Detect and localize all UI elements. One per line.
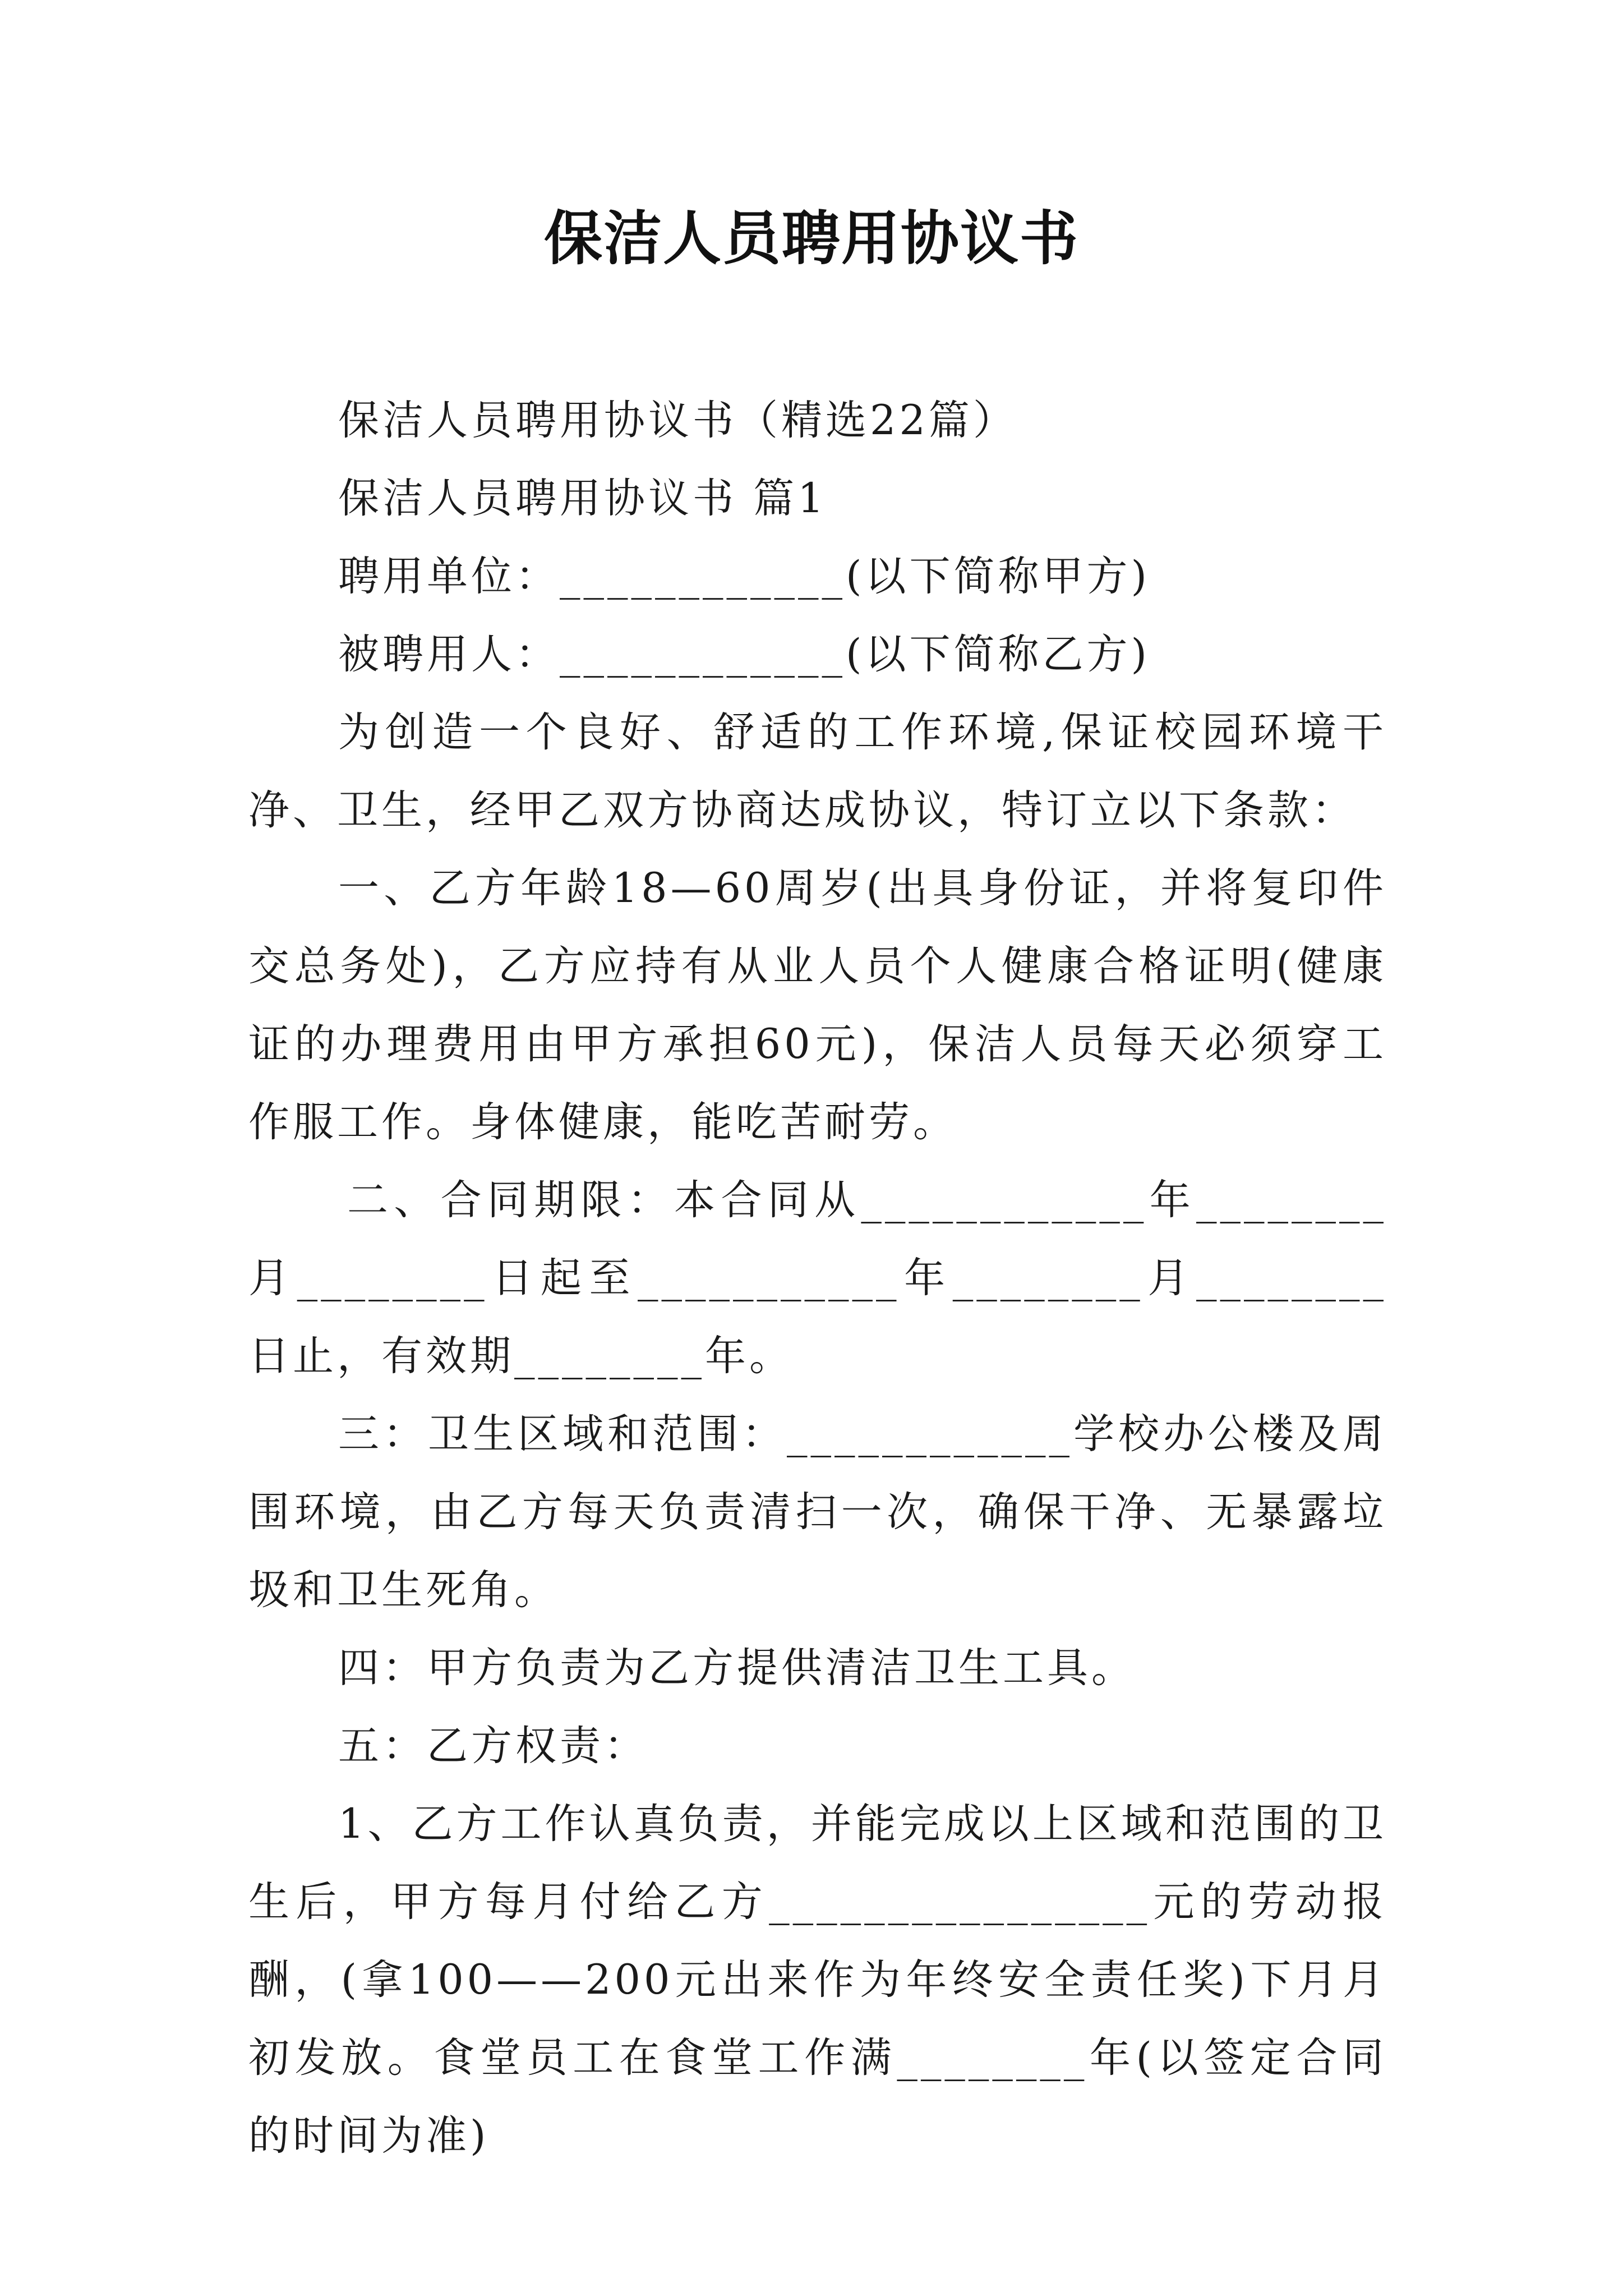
paragraph-clause-4: 四：甲方负责为乙方提供清洁卫生工具。	[338, 1644, 1136, 1692]
paragraph-clause-1: 一、乙方年龄18—60周岁(出具身份证，并将复印件交总务处)，乙方应持有从业人员个人健康合格证明(健康证的办理费用由甲方承担60元)，保洁人员每天必须穿工作服工作。身体健康，能吃苦耐劳。	[248, 864, 1387, 1146]
paragraph-clause-2: 二、合同期限：本合同从____________年________月________日起至___________年________月________日止，有效期________年。	[248, 1176, 1387, 1380]
paragraph-clause-3: 三：卫生区域和范围：____________学校办公楼及周围环境，由乙方每天负责清扫一次，确保干净、无暴露垃圾和卫生死角。	[248, 1410, 1387, 1614]
paragraph-employer: 聘用单位：____________(以下简称甲方)	[338, 553, 1150, 600]
paragraph-clause-5: 五：乙方权责：	[338, 1722, 648, 1770]
paragraph-subtitle: 保洁人员聘用协议书（精选22篇）	[338, 397, 1017, 444]
paragraph-preamble: 为创造一个良好、舒适的工作环境,保证校园环境干净、卫生，经甲乙双方协商达成协议，特订立以下条款：	[248, 708, 1387, 834]
paragraph-employee: 被聘用人：____________(以下简称乙方)	[338, 631, 1150, 678]
paragraph-section-heading: 保洁人员聘用协议书 篇1	[338, 475, 827, 522]
paragraph-clause-5-item-1: 1、乙方工作认真负责，并能完成以上区域和范围的卫生后，甲方每月付给乙方________________元的劳动报酬，(拿100——200元出来作为年终安全责任奖)下月月初发放。食堂员工在食堂工作满________年(以签定合同的时间为准)	[248, 1800, 1387, 2160]
document-title: 保洁人员聘用协议书	[543, 204, 1079, 273]
document-body	[248, 381, 1387, 2175]
